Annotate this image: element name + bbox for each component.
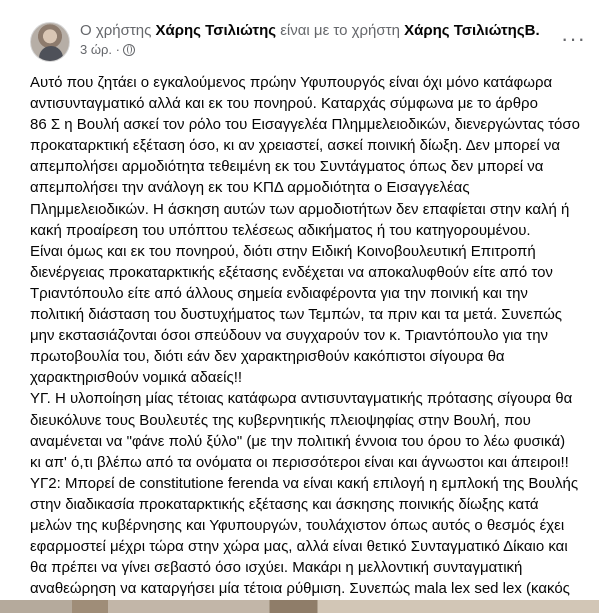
author-prefix: Ο χρήστης bbox=[80, 22, 152, 39]
three-dots-icon[interactable]: ··· bbox=[561, 26, 586, 51]
globe-icon bbox=[123, 44, 135, 56]
post-time[interactable]: 3 ώρ. · bbox=[80, 42, 120, 57]
tagged-user-link[interactable]: Χάρης ΤσιλιώτηςΒ. bbox=[404, 22, 540, 39]
post-image[interactable] bbox=[0, 600, 599, 613]
author-name-link[interactable]: Χάρης Τσιλιώτης bbox=[155, 22, 277, 39]
post-meta bbox=[80, 41, 135, 59]
post-header bbox=[18, 18, 588, 62]
relation-text: είναι με το χρήστη bbox=[280, 22, 400, 39]
post-author-line bbox=[80, 21, 580, 41]
post-text: Αυτό που ζητάει ο εγκαλούμενος πρώην Υφυπουργός είναι όχι μόνο κατάφωρα αντισυνταγματικό αλλά και εκ του πονηρού. Καταρχάς σύμφωνα με το άρθρο 86 Σ η Βουλή ασκεί τον ρόλο του Εισαγγελέα Πλημμελειοδικών, διενεργώντας τόσο προκαταρκτική εξέταση όσο, κι αν χρειαστεί, ασκεί ποινική δίωξη. Δεν μπορεί να απεμπολήσει αρμοδιότητα τεθειμένη εκ του Συντάγματος όπως δεν μπορεί να απεμπολήσει την ανάλογη εκ του ΚΠΔ αρμοδιότητα ο Εισαγγελέας Πλημμελειοδικών. Η άσκηση αυτών των αρμοδιοτήτων δεν επαφίεται στην καλή ή κακή προαίρεση του υπόπτου τελέσεως αδικήματος ή του κατηγορουμένου. Είναι όμως και εκ του πονηρού, διότι στην Ειδική Κοινοβουλευτική Επιτροπή διενέργειας προκαταρκτικής εξέτασης ενδέχεται να αποκαλυφθούν είτε από τον Τριαντόπουλο είτε από άλλους σημεία ενδιαφέροντα για την ποινική και την πολιτική διάσταση του δυστυχήματος των Τεμπών, τα πριν και τα μετά. Συνεπώς μην εκστασιάζονται όσοι σπεύδουν να συγχαρούν τον κ. Τριαντόπουλο για την πρωτοβουλία του, διότι εάν δεν χαρακτηρισθούν κακόπιστοι σίγουρα θα χαρακτηρισθούν νομικά αδαείς!! ΥΓ. Η υλοποίηση μίας τέτοιας κατάφωρα αντισυνταγματικής πρότασης σίγουρα θα διευκόλυνε τους Βουλευτές της κυβερνητικής πλειοψηφίας στην Βουλή, που αναμένεται να "φάνε πολύ ξύλο" (με την πολιτική έννοια του όρου το λέω φυσικά) κι απ' ό,τι βλέπω από τα ονόματα οι περισσότεροι είναι και άγνωστοι και άπειροι!! ΥΓ2: Μπορεί de constitutione ferenda να είναι κακή επιλογή η εμπλοκή της Βουλής στην διαδικασία προκαταρκτικής εξέτασης και άσκησης ποινικής δίωξης κατά μελών της κυβέρνησης και Υφυπουργών, τουλάχιστον όπως αυτός ο θεσμός έχει εφαρμοστεί μέχρι τώρα στην χώρα μας, αλλά είναι θετικό Συνταγματικό Δίκαιο και θα πρέπει να γίνει σεβαστό όσο ισχύει. Μακάρι η μελλοντική συνταγματική αναθεώρηση να καταργήσει μία τέτοια ρύθμιση. Συνεπώς mala lex sed lex (κακός bbox=[30, 74, 580, 598]
avatar[interactable] bbox=[30, 22, 70, 62]
